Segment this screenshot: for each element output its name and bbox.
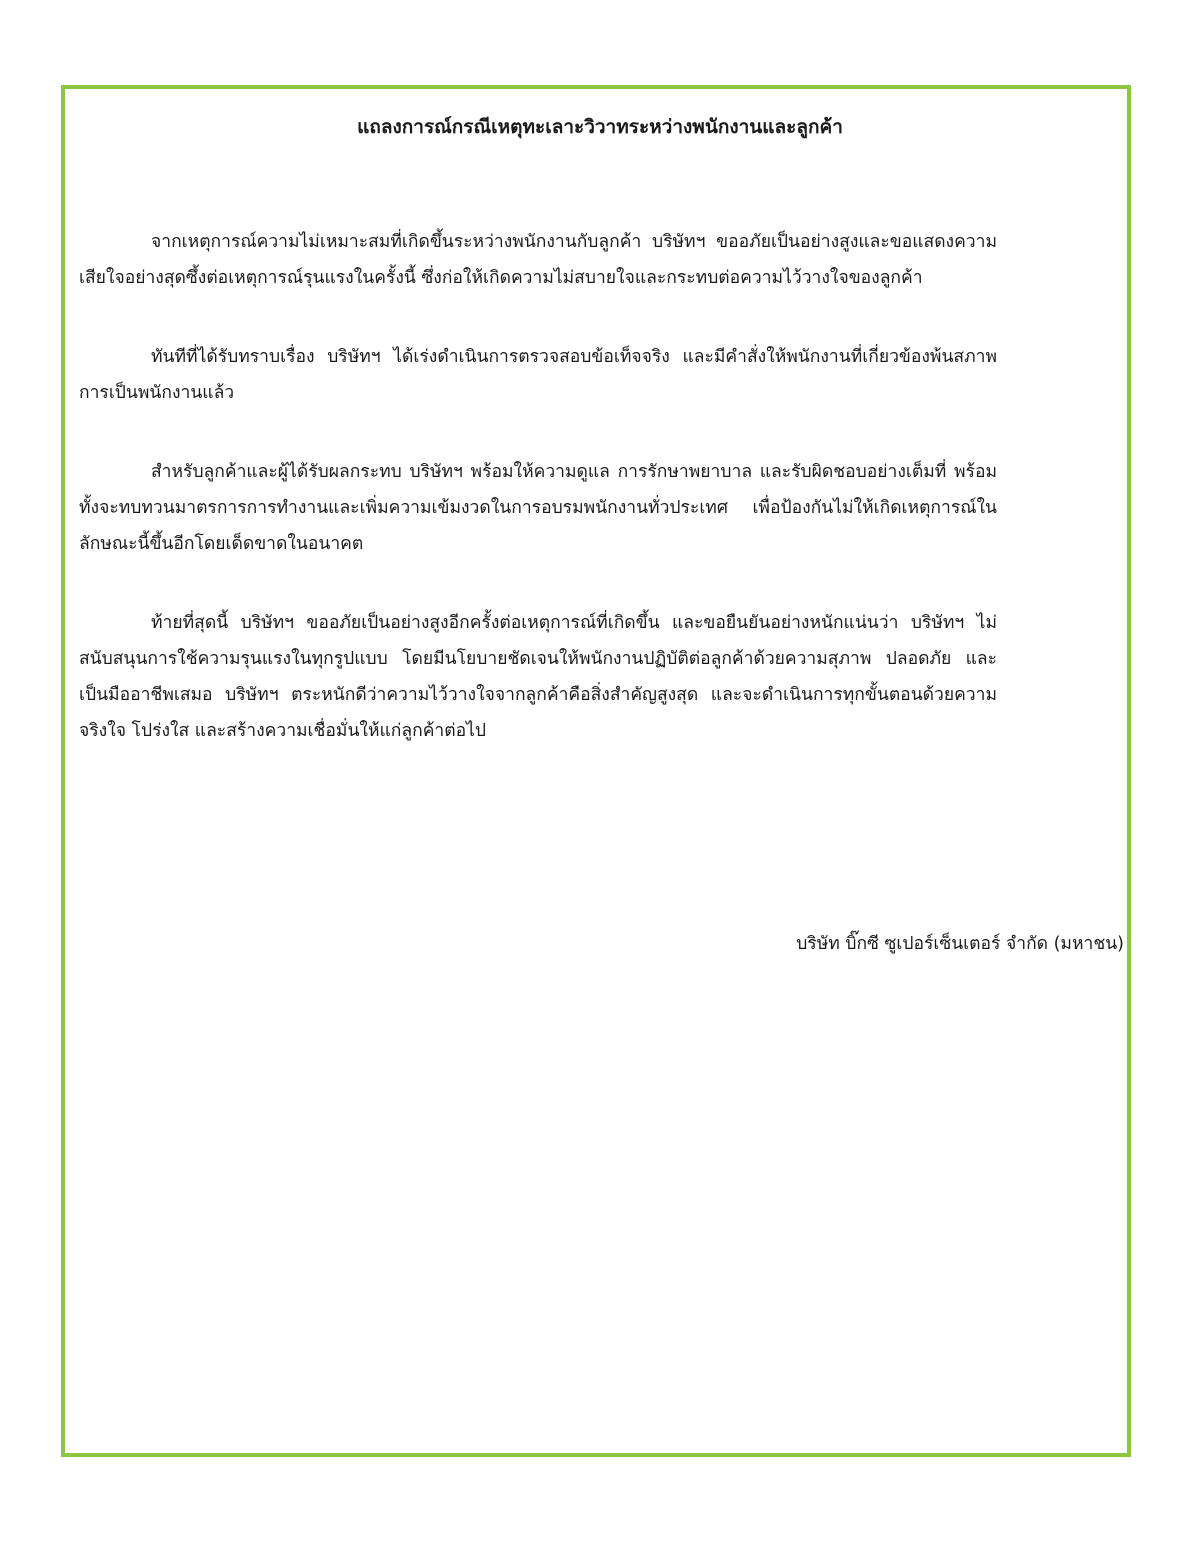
- document-title: แถลงการณ์กรณีเหตุทะเลาะวิวาทระหว่างพนักงานและลูกค้า: [357, 116, 843, 138]
- paragraph-closing: ท้ายที่สุดนี้ บริษัทฯ ขออภัยเป็นอย่างสูงอีกครั้งต่อเหตุการณ์ที่เกิดขึ้น และขอยืนยันอย่างหนักแน่นว่า บริษัทฯ ไม่สนับสนุนการใช้ความรุนแรงในทุกรูปแบบ โดยมีนโยบายชัดเจนให้พนักงานปฏิบัติต่อลูกค้าด้วยความสุภาพ ปลอดภัย และเป็นมืออาชีพเสมอ บริษัทฯ ตระหนักดีว่าความไว้วางใจจากลูกค้าคือสิ่งสำคัญสูงสุด และจะดำเนินการทุกขั้นตอนด้วยความจริงใจ โปร่งใส และสร้างความเชื่อมั่นให้แก่ลูกค้าต่อไป: [79, 613, 997, 741]
- paragraph-investigation: ทันทีที่ได้รับทราบเรื่อง บริษัทฯ ได้เร่งดำเนินการตรวจสอบข้อเท็จจริง และมีคำสั่งให้พนักงานที่เกี่ยวข้องพ้นสภาพการเป็นพนักงานแล้ว: [79, 347, 997, 403]
- paragraph-apology: จากเหตุการณ์ความไม่เหมาะสมที่เกิดขึ้นระหว่างพนักงานกับลูกค้า บริษัทฯ ขออภัยเป็นอย่างสูงและขอแสดงความเสียใจอย่างสุดซึ้งต่อเหตุการณ์รุนแรงในครั้งนี้ ซึ่งก่อให้เกิดความไม่สบายใจและกระทบต่อความไว้วางใจของลูกค้า: [79, 232, 997, 288]
- document-body: [79, 224, 997, 792]
- paragraph-remediation: สำหรับลูกค้าและผู้ได้รับผลกระทบ บริษัทฯ พร้อมให้ความดูแล การรักษาพยาบาล และรับผิดชอบอย่างเต็มที่ พร้อมทั้งจะทบทวนมาตรการการทำงานและเพิ่มความเข้มงวดในการอบรมพนักงานทั่วประเทศ เพื่อป้องกันไม่ให้เกิดเหตุการณ์ในลักษณะนี้ขึ้นอีกโดยเด็ดขาดในอนาคต: [79, 462, 997, 554]
- company-signature: บริษัท บิ๊กซี ซูเปอร์เซ็นเตอร์ จำกัด (มหาชน): [796, 934, 1124, 954]
